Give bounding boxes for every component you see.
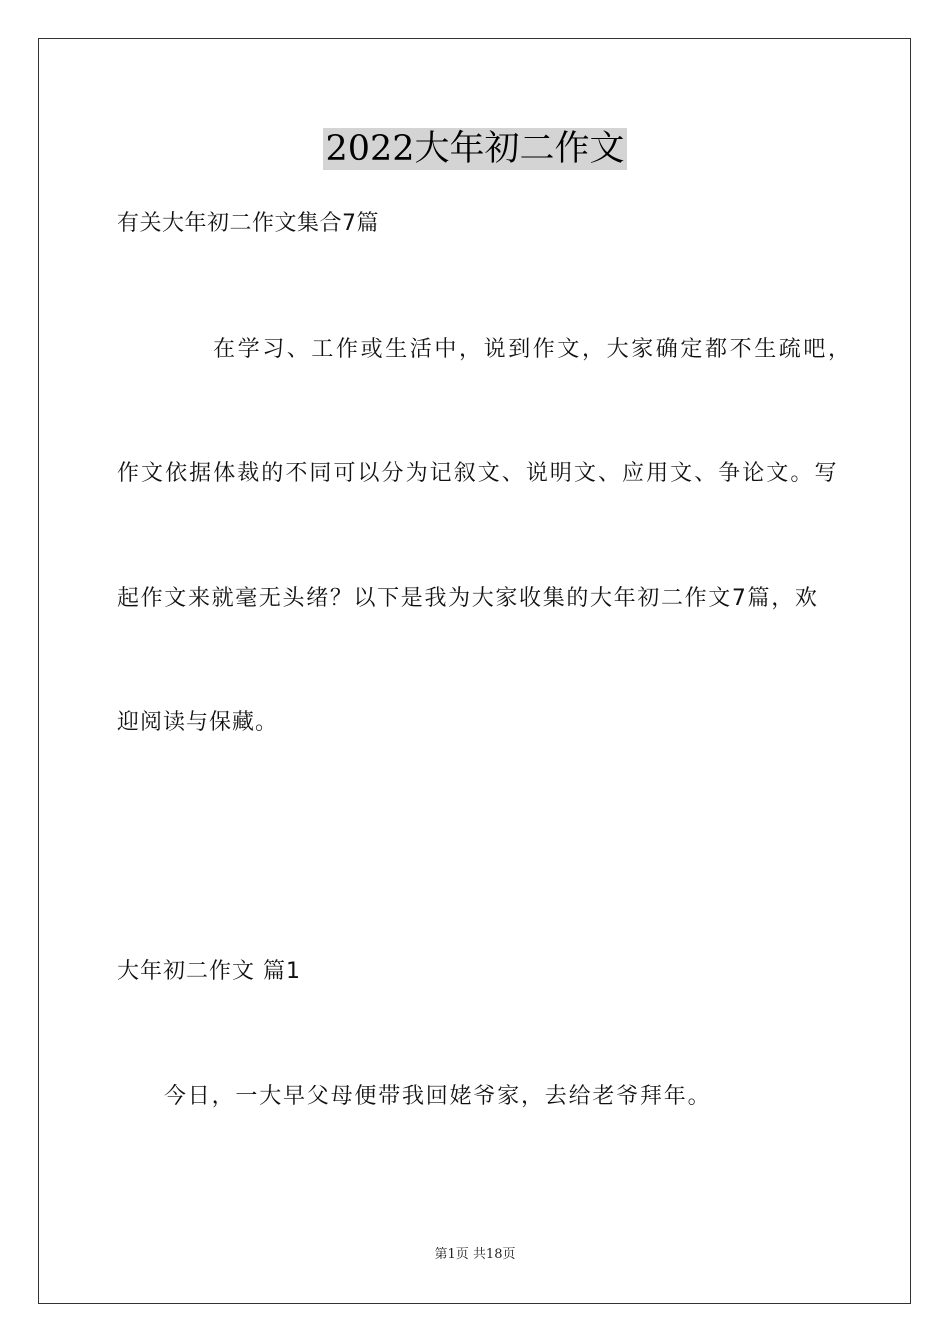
- title-container: [0, 128, 950, 170]
- section-heading: 大年初二作文 篇1: [117, 959, 301, 984]
- intro-line-4: 迎阅读与保藏。: [117, 710, 279, 735]
- page-footer: 第1页 共18页: [434, 1247, 516, 1262]
- intro-line-2: 作文依据体裁的不同可以分为记叙文、说明文、应用文、争论文。写: [117, 461, 839, 486]
- intro-line-1: 在学习、工作或生活中，说到作文，大家确定都不生疏吧，: [213, 337, 853, 362]
- document-title: 2022大年初二作文: [325, 129, 625, 169]
- document-subtitle: 有关大年初二作文集合7篇: [117, 211, 379, 236]
- intro-line-3: 起作文来就毫无头绪？以下是我为大家收集的大年初二作文7篇，欢: [117, 586, 819, 611]
- section-paragraph-line: 今日，一大早父母便带我回姥爷家，去给老爷拜年。: [164, 1084, 712, 1109]
